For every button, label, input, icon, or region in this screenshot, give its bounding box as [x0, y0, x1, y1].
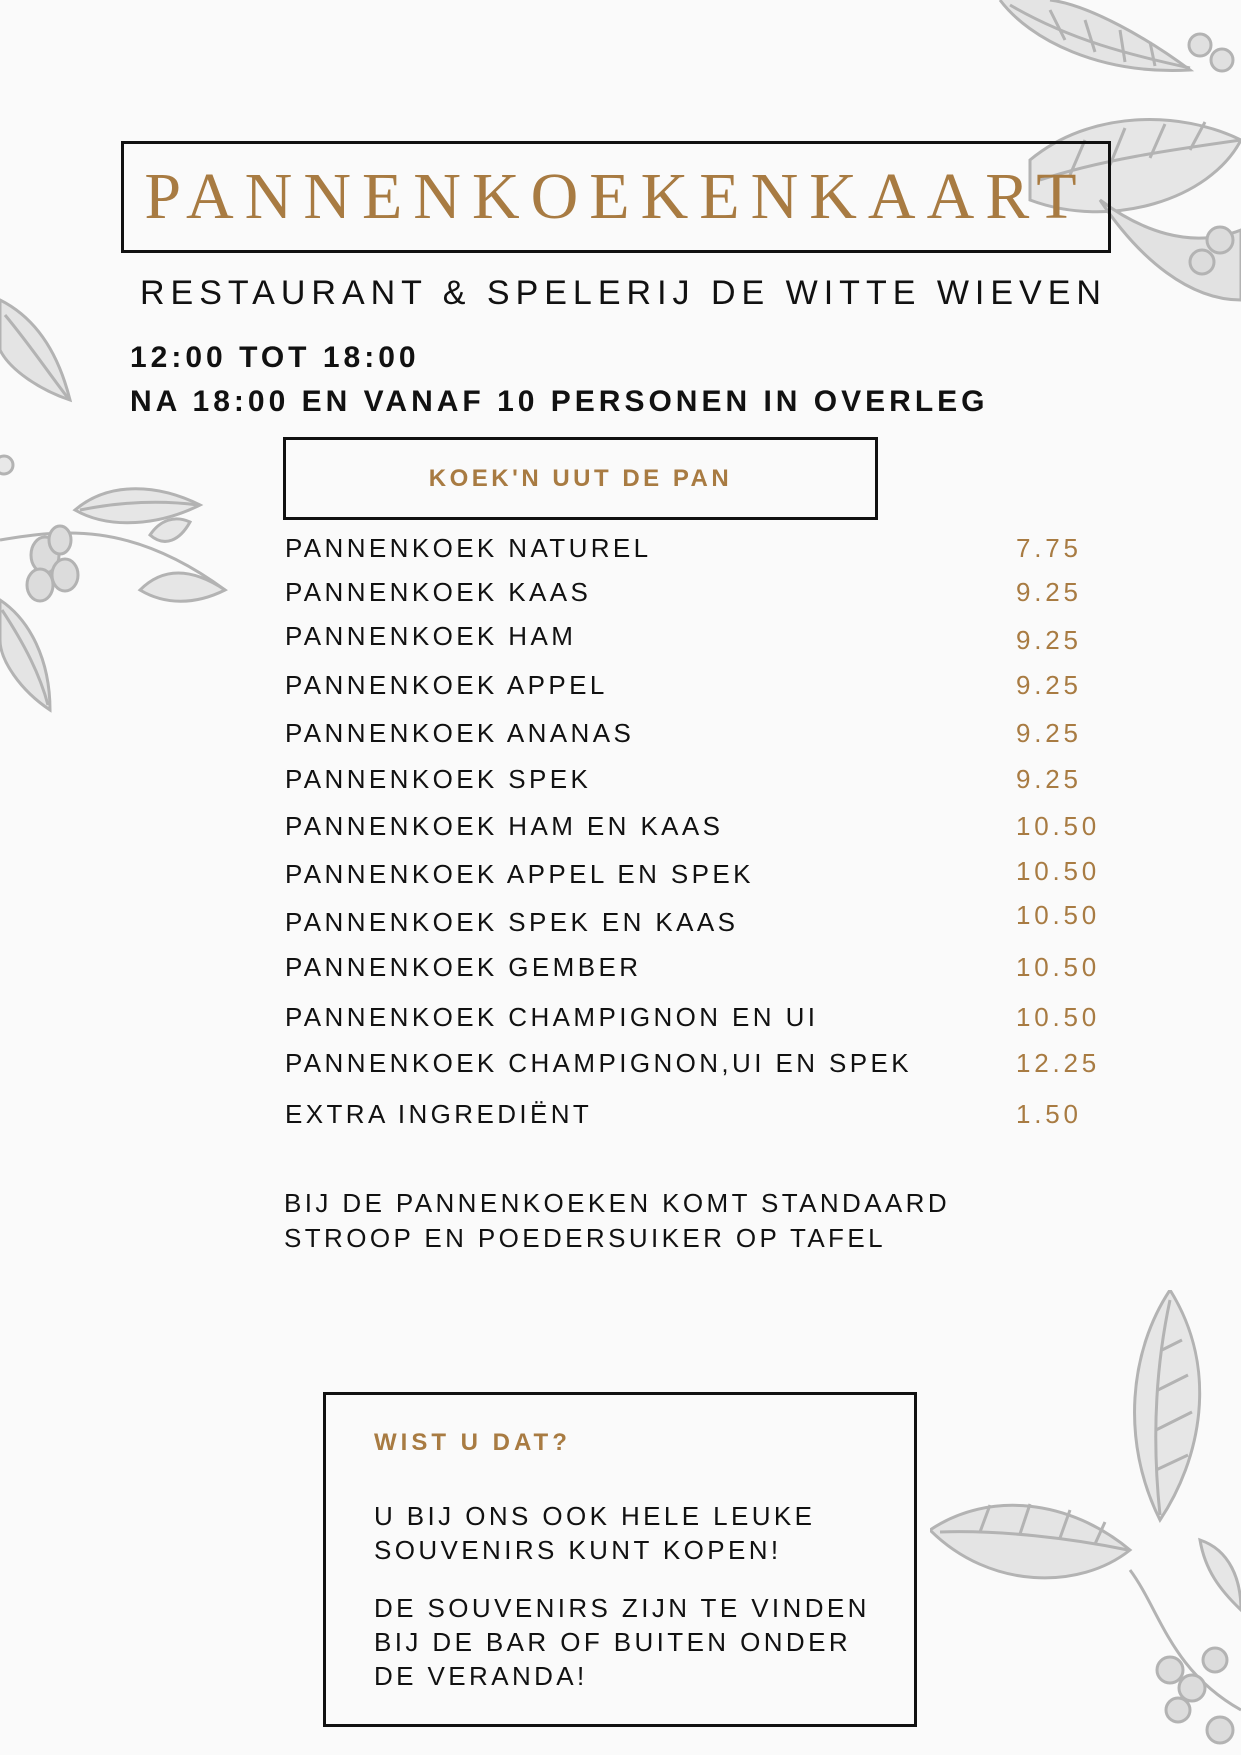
section-header-frame [283, 437, 878, 520]
menu-item-price: 9.25 [1016, 718, 1082, 748]
info-paragraph [374, 1499, 815, 1567]
menu-item-price: 10.50 [1016, 1002, 1101, 1032]
menu-item [285, 1050, 1105, 1080]
menu-item-name: PANNENKOEK KAAS [285, 577, 592, 607]
menu-item [285, 813, 1105, 843]
info-line: DE VERANDA! [374, 1661, 588, 1691]
info-line: SOUVENIRS KUNT KOPEN! [374, 1535, 782, 1565]
menu-item-name: PANNENKOEK SPEK EN KAAS [285, 907, 739, 937]
restaurant-name: RESTAURANT & SPELERIJ DE WITTE WIEVEN [140, 274, 1107, 312]
page-title: PANNENKOEKENKAART [144, 160, 1088, 233]
menu-item-price: 10.50 [1016, 952, 1101, 982]
menu-item [285, 672, 1105, 702]
menu-item [285, 1004, 1105, 1034]
info-line: U BIJ ONS OOK HELE LEUKE [374, 1501, 816, 1531]
serving-note [284, 1186, 950, 1256]
menu-item [285, 579, 1105, 609]
menu-item-price: 10.50 [1016, 900, 1101, 930]
menu-item-price: 10.50 [1016, 856, 1101, 886]
menu-item-name: PANNENKOEK ANANAS [285, 718, 635, 748]
menu-item-name: PANNENKOEK HAM EN KAAS [285, 811, 724, 841]
menu-item-price: 1.50 [1016, 1099, 1082, 1129]
info-line: DE SOUVENIRS ZIJN TE VINDEN [374, 1593, 870, 1623]
serving-note-line: BIJ DE PANNENKOEKEN KOMT STANDAARD [284, 1188, 951, 1218]
menu-item-name: PANNENKOEK APPEL EN SPEK [285, 859, 754, 889]
leaf-bottom-right-icon [930, 1290, 1241, 1755]
info-line: BIJ DE BAR OF BUITEN ONDER [374, 1627, 852, 1657]
menu-item [285, 535, 1105, 565]
menu-item-price: 9.25 [1016, 764, 1082, 794]
info-title: WIST U DAT? [374, 1429, 571, 1456]
menu-item-name: PANNENKOEK SPEK [285, 764, 592, 794]
menu-item-name: PANNENKOEK HAM [285, 621, 577, 651]
opening-hours-note: NA 18:00 EN VANAF 10 PERSONEN IN OVERLEG [130, 385, 989, 418]
serving-note-line: STROOP EN POEDERSUIKER OP TAFEL [284, 1223, 886, 1253]
menu-item [285, 856, 1105, 891]
menu-item-price: 9.25 [1016, 670, 1082, 700]
section-title: KOEK'N UUT DE PAN [428, 465, 733, 492]
menu-item-price: 9.25 [1016, 577, 1082, 607]
menu-item [285, 766, 1105, 796]
menu-item-name: PANNENKOEK GEMBER [285, 952, 642, 982]
menu-item-name: PANNENKOEK NATUREL [285, 533, 652, 563]
menu-item-price: 9.25 [1016, 625, 1082, 655]
menu-item [285, 623, 1105, 653]
menu-item-name: PANNENKOEK CHAMPIGNON,UI EN SPEK [285, 1048, 912, 1078]
menu-item-price: 12.25 [1016, 1048, 1101, 1078]
title-frame [121, 141, 1111, 253]
menu-item [285, 954, 1105, 984]
menu-item [285, 900, 1105, 939]
menu-item-price: 7.75 [1016, 533, 1082, 563]
menu-item-name: PANNENKOEK APPEL [285, 670, 608, 700]
menu-item-name: EXTRA INGREDIËNT [285, 1099, 593, 1129]
info-box [323, 1392, 917, 1727]
info-paragraph [374, 1591, 870, 1693]
opening-hours: 12:00 TOT 18:00 [130, 341, 420, 374]
menu-item-price: 10.50 [1016, 811, 1101, 841]
menu-item [285, 720, 1105, 750]
menu-item [285, 1101, 1105, 1131]
menu-item-name: PANNENKOEK CHAMPIGNON EN UI [285, 1002, 819, 1032]
